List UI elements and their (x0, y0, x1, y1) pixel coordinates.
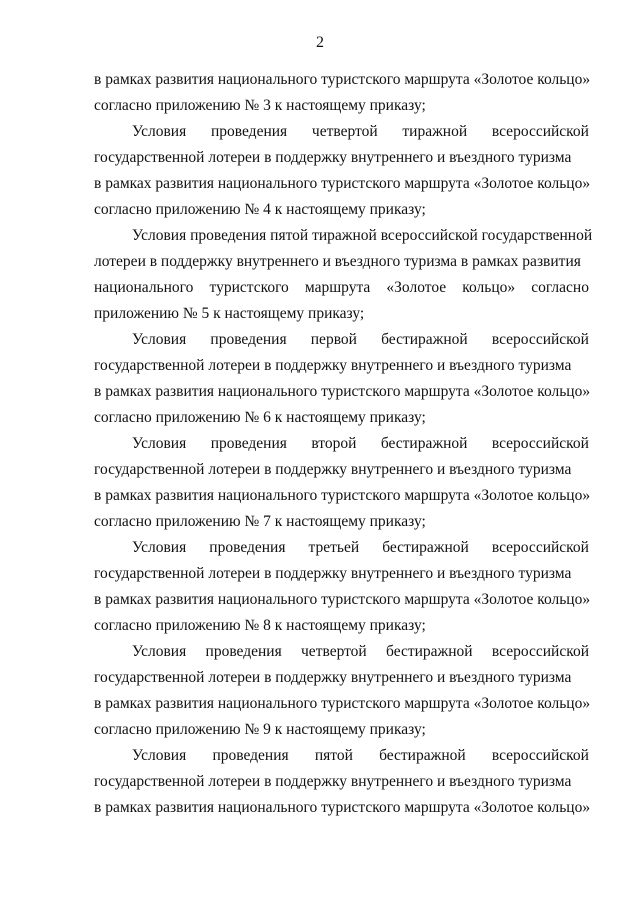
word: всероссийской (491, 331, 589, 348)
word: бестиражной (380, 435, 468, 452)
document-body (94, 67, 593, 821)
text-line-content: в рамках развития национального туристского маршрута «Золотое кольцо» (94, 71, 591, 88)
text-line: государственной лотереи в поддержку внутреннего и въездного туризма (94, 461, 572, 478)
word: пятой (314, 747, 353, 764)
word: бестиражной (386, 643, 473, 660)
text-line: согласно приложению № 4 к настоящему приказу; (94, 201, 426, 218)
text-line (94, 275, 589, 301)
text-line: лотереи в поддержку внутреннего и въездного туризма в рамках развития (94, 253, 581, 270)
text-line: государственной лотереи в поддержку внутреннего и въездного туризма (94, 565, 572, 582)
text-line: в рамках развития национального туристского маршрута «Золотое кольцо» (94, 695, 591, 712)
text-line: согласно приложению № 3 к настоящему приказу; (94, 97, 426, 114)
paragraph-first-line (94, 431, 589, 457)
word: маршрута (304, 279, 371, 296)
text-line: в рамках развития национального туристского маршрута «Золотое кольцо» (94, 383, 591, 400)
paragraph-first-line (94, 327, 589, 353)
word: проведения (209, 539, 286, 556)
word: проведения (210, 435, 287, 452)
word: Условия (132, 123, 187, 140)
word: национального (94, 279, 194, 296)
word: тиражной (402, 123, 468, 140)
word: туристского (209, 279, 289, 296)
text-line: в рамках развития национального туристского маршрута «Золотое кольцо» (94, 799, 591, 816)
text-line: приложению № 5 к настоящему приказу; (94, 305, 365, 322)
paragraph-first-line: Условия проведения пятой тиражной всероссийской государственной (132, 227, 593, 244)
paragraph-first-line (94, 743, 589, 769)
page-number: 2 (316, 34, 324, 51)
word: Условия (132, 331, 187, 348)
word: Условия (132, 643, 187, 660)
word: проведения (205, 643, 282, 660)
text-line: согласно приложению № 8 к настоящему приказу; (94, 617, 426, 634)
word: проведения (210, 331, 287, 348)
word: всероссийской (491, 643, 589, 660)
word: Условия (132, 435, 187, 452)
word: Условия (132, 539, 187, 556)
word: бестиражной (382, 539, 469, 556)
word: второй (311, 435, 357, 452)
word: всероссийской (491, 539, 589, 556)
word: проведения (210, 123, 288, 140)
text-line: государственной лотереи в поддержку внутреннего и въездного туризма (94, 357, 572, 374)
text-line: в рамках развития национального туристского маршрута «Золотое кольцо» (94, 591, 591, 608)
paragraph-first-line (94, 639, 589, 665)
word: четвертой (301, 643, 367, 660)
word: всероссийской (491, 123, 589, 140)
paragraph-first-line (94, 119, 589, 145)
text-line (94, 67, 589, 93)
word: третьей (308, 539, 360, 556)
word: проведения (212, 747, 289, 764)
word: «Золотое (386, 279, 447, 296)
word: первой (310, 331, 357, 348)
text-line: согласно приложению № 6 к настоящему приказу; (94, 409, 426, 426)
text-line: в рамках развития национального туристского маршрута «Золотое кольцо» (94, 487, 591, 504)
text-line: согласно приложению № 7 к настоящему приказу; (94, 513, 426, 530)
text-line: согласно приложению № 9 к настоящему приказу; (94, 721, 426, 738)
text-line: государственной лотереи в поддержку внутреннего и въездного туризма (94, 773, 572, 790)
paragraph-first-line (94, 535, 589, 561)
word: бестиражной (381, 331, 468, 348)
word: четвертой (311, 123, 378, 140)
word: кольцо» (462, 279, 516, 296)
word: Условия (132, 747, 187, 764)
text-line: государственной лотереи в поддержку внутреннего и въездного туризма (94, 149, 572, 166)
word: бестиражной (379, 747, 466, 764)
text-line: государственной лотереи в поддержку внутреннего и въездного туризма (94, 669, 572, 686)
text-line: в рамках развития национального туристского маршрута «Золотое кольцо» (94, 175, 591, 192)
word: согласно (531, 279, 589, 296)
word: всероссийской (491, 747, 589, 764)
word: всероссийской (491, 435, 589, 452)
